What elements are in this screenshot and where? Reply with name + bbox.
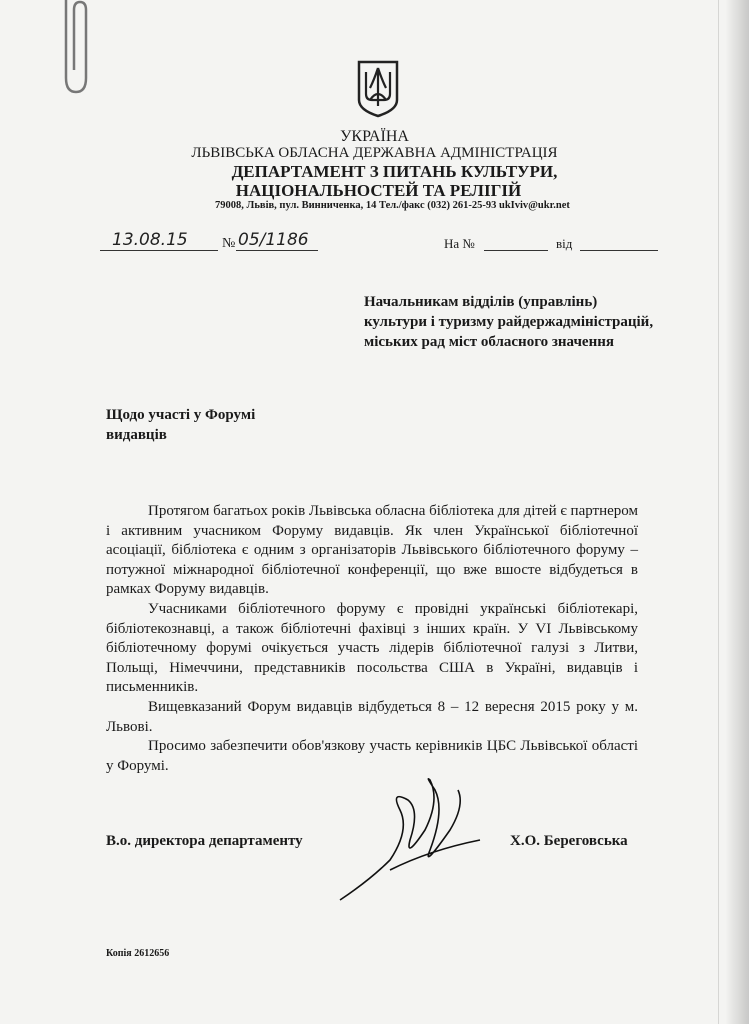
number-underline (236, 250, 318, 251)
paperclip-icon (52, 0, 92, 100)
body-paragraph: Учасниками бібліотечного форуму є провідні українські бібліотекарі, бібліотекознавці, а також бібліотечні фахівці з інших країн. У VI Львівському бібліотечному форумі очікується участь лідерів бібліотечної галузі з Литви, Польщі, Німеччини, представників посольства США в Україні, видавців і письменників. (106, 600, 638, 696)
copies-note: Копія 2612656 (106, 948, 170, 959)
addressee-line: міських рад міст обласного значення (364, 334, 614, 350)
subject-block (106, 405, 255, 445)
addressee-block (364, 292, 653, 352)
reply-from-blank (580, 250, 658, 251)
registration-number-prefix: № (222, 236, 236, 251)
header-contacts: 79008, Львів, пул. Винниченка, 14 Тел./факс (032) 261-25-93 ukIviv@ukr.net (215, 200, 570, 211)
addressee-line: Начальникам відділів (управлінь) (364, 294, 598, 310)
letter-body (106, 502, 638, 776)
body-paragraph: Вищевказаний Форум видавців відбудеться 8 – 12 вересня 2015 року у м. Львові. (106, 698, 638, 735)
body-paragraph: Просимо забезпечити обов'язкову участь керівників ЦБС Львівської області у Форумі. (106, 738, 638, 774)
trident-emblem-icon (356, 60, 400, 118)
subject-line: Щодо участі у Форумі (106, 407, 256, 423)
date-underline (100, 250, 218, 251)
body-paragraph: Протягом багатьох років Львівська обласна бібліотека для дітей є партнером і активним учасником Форуму видавців. Як член Української бібліотечної асоціації, бібліотека є одним з організаторів Львівського бібліотечного форуму – потужної міжнародної бібліотечної конференції, що вже вшосте відбудеться в рамках Форуму видавців. (106, 503, 638, 598)
header-country: УКРАЇНА (340, 128, 409, 145)
signatory-name: Х.О. Береговська (510, 833, 628, 849)
handwritten-signature (330, 770, 500, 910)
registration-number: 05/1186 (238, 230, 309, 250)
reply-to-label: На № (444, 236, 475, 251)
signatory-title: В.о. директора департаменту (106, 833, 303, 849)
reply-from-label: від (556, 236, 573, 251)
header-department-line2: НАЦІОНАЛЬНОСТЕЙ ТА РЕЛІГІЙ (235, 181, 522, 200)
reply-to-blank (484, 250, 548, 251)
header-administration: ЛЬВІВСЬКА ОБЛАСНА ДЕРЖАВНА АДМІНІСТРАЦІЯ (191, 145, 558, 161)
header-department-line1: ДЕПАРТАМЕНТ З ПИТАНЬ КУЛЬТУРИ, (231, 162, 558, 181)
registration-date: 13.08.15 (112, 230, 188, 250)
subject-line: видавців (106, 427, 167, 443)
addressee-line: культури і туризму райдержадміністрацій, (364, 314, 654, 330)
